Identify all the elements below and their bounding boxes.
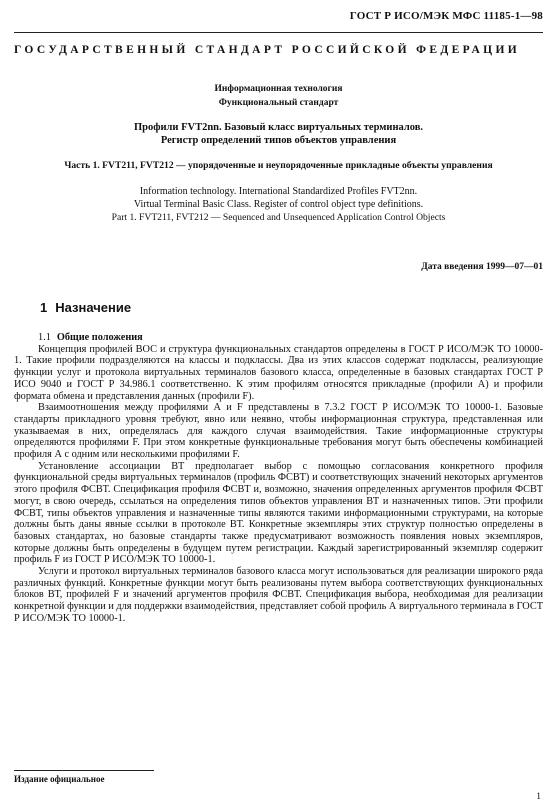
effective-date: Дата введения 1999—07—01 [421,262,543,272]
english-title-line-1: Information technology. International Standardized Profiles FVT2nn. [139,186,418,197]
section-title: Назначение [55,300,132,315]
state-standard-title: ГОСУДАРСТВЕННЫЙ СТАНДАРТ РОССИЙСКОЙ ФЕДЕРАЦИИ [14,44,521,56]
paragraph: Установление ассоциации ВТ предполагает выбор с помощью согласования конкретного профиля функциональной среды виртуальных терминалов (профиль ФСВТ) и соответствующих значений некоторых аргументов этого профиля ФСВТ. Спецификация профиля ФСВТ и, возможно, значения определенных аргументов профиля ФСВТ могут, в свою очередь, ссылаться на определения типов объектов управления ВТ и назначенных типов. Эти профили ФСВТ, типы объектов управления и назначенные типы являются такими информационными структурами, на которые должны быть даны явные ссылки в протоколе ВТ. Конкретные экземпляры этих структур полностью определены в базовых стандартах, но базовые стандарты также предусматривают возможность появления новых экземпляров, которые должны быть определены в будущем путем регистрации. Каждый зарегистрированный экземпляр содержит профиль F из ГОСТ Р ИСО/МЭК ТО 10000-1. [14,460,543,566]
standard-code: ГОСТ Р ИСО/МЭК МФС 11185-1—98 [349,10,543,22]
header-rule [14,32,543,33]
section-body [14,332,543,625]
subsection-number: 1.1 [38,332,51,343]
english-title-line-2: Virtual Terminal Basic Class. Register of control object type definitions. [133,199,424,210]
subsection-heading [14,332,543,344]
paragraph: Взаимоотношения между профилями А и F представлены в 7.3.2 ГОСТ Р ИСО/МЭК ТО 10000-1. Базовые стандарты прикладного уровня требуют, явно или неявно, чтобы информационная структура, представленная или указываемая в них, определялась для каждого случая взаимодействия. Такие информационные структуры определяются профилями F. При этом конкретные функциональные требования могут быть обеспечены комбинацией профиля А с одним или несколькими профилями F. [14,402,543,461]
topic-line-2: Функциональный стандарт [218,98,339,108]
english-title-line-3: Part 1. FVT211, FVT212 — Sequenced and Unsequenced Application Control Objects [111,212,446,223]
section-heading [40,300,131,315]
paragraph: Услуги и протокол виртуальных терминалов базового класса могут использоваться для реализации широкого ряда различных функций. Конкретные функции могут быть реализованы путем выбора соответствующих функциональных блоков ВТ, профилей F и значений аргументов профиля ФСВТ. Спецификация выбора, необходимая для реализации конкретной функции и для поддержки взаимодействия, представляет собой профиль А виртуального терминала в ГОСТ Р ИСО/МЭК ТО 10000-1. [14,566,543,624]
paragraph: Концепция профилей ВОС и структура функциональных стандартов определены в ГОСТ Р ИСО/МЭК ТО 10000-1. Такие профили подразделяются на классы и подклассы. Два из этих классов содержат подклассы, реализующие функции услуг и протокола виртуальных терминалов базового класса, определенные в базовых стандартах ГОСТ Р ИСО 9040 и ГОСТ Р 34.986.1 соответственно. К этим профилям относятся прикладные (профили А) и профили формата обмена и представления данных (профили F). [14,343,543,402]
topic-line-1: Информационная технология [214,84,343,94]
document-title-line-2: Регистр определений типов объектов управления [160,135,397,146]
part-title-ru: Часть 1. FVT211, FVT212 — упорядоченные и неупорядоченные прикладные объекты управления [64,160,493,171]
page-number: 1 [536,792,541,802]
section-number: 1 [40,300,48,315]
subsection-title: Общие положения [56,332,143,343]
edition-label: Издание официальное [14,774,105,784]
footer-rule [14,770,154,771]
document-title-line-1: Профили FVT2nn. Базовый класс виртуальных терминалов. [133,122,424,133]
